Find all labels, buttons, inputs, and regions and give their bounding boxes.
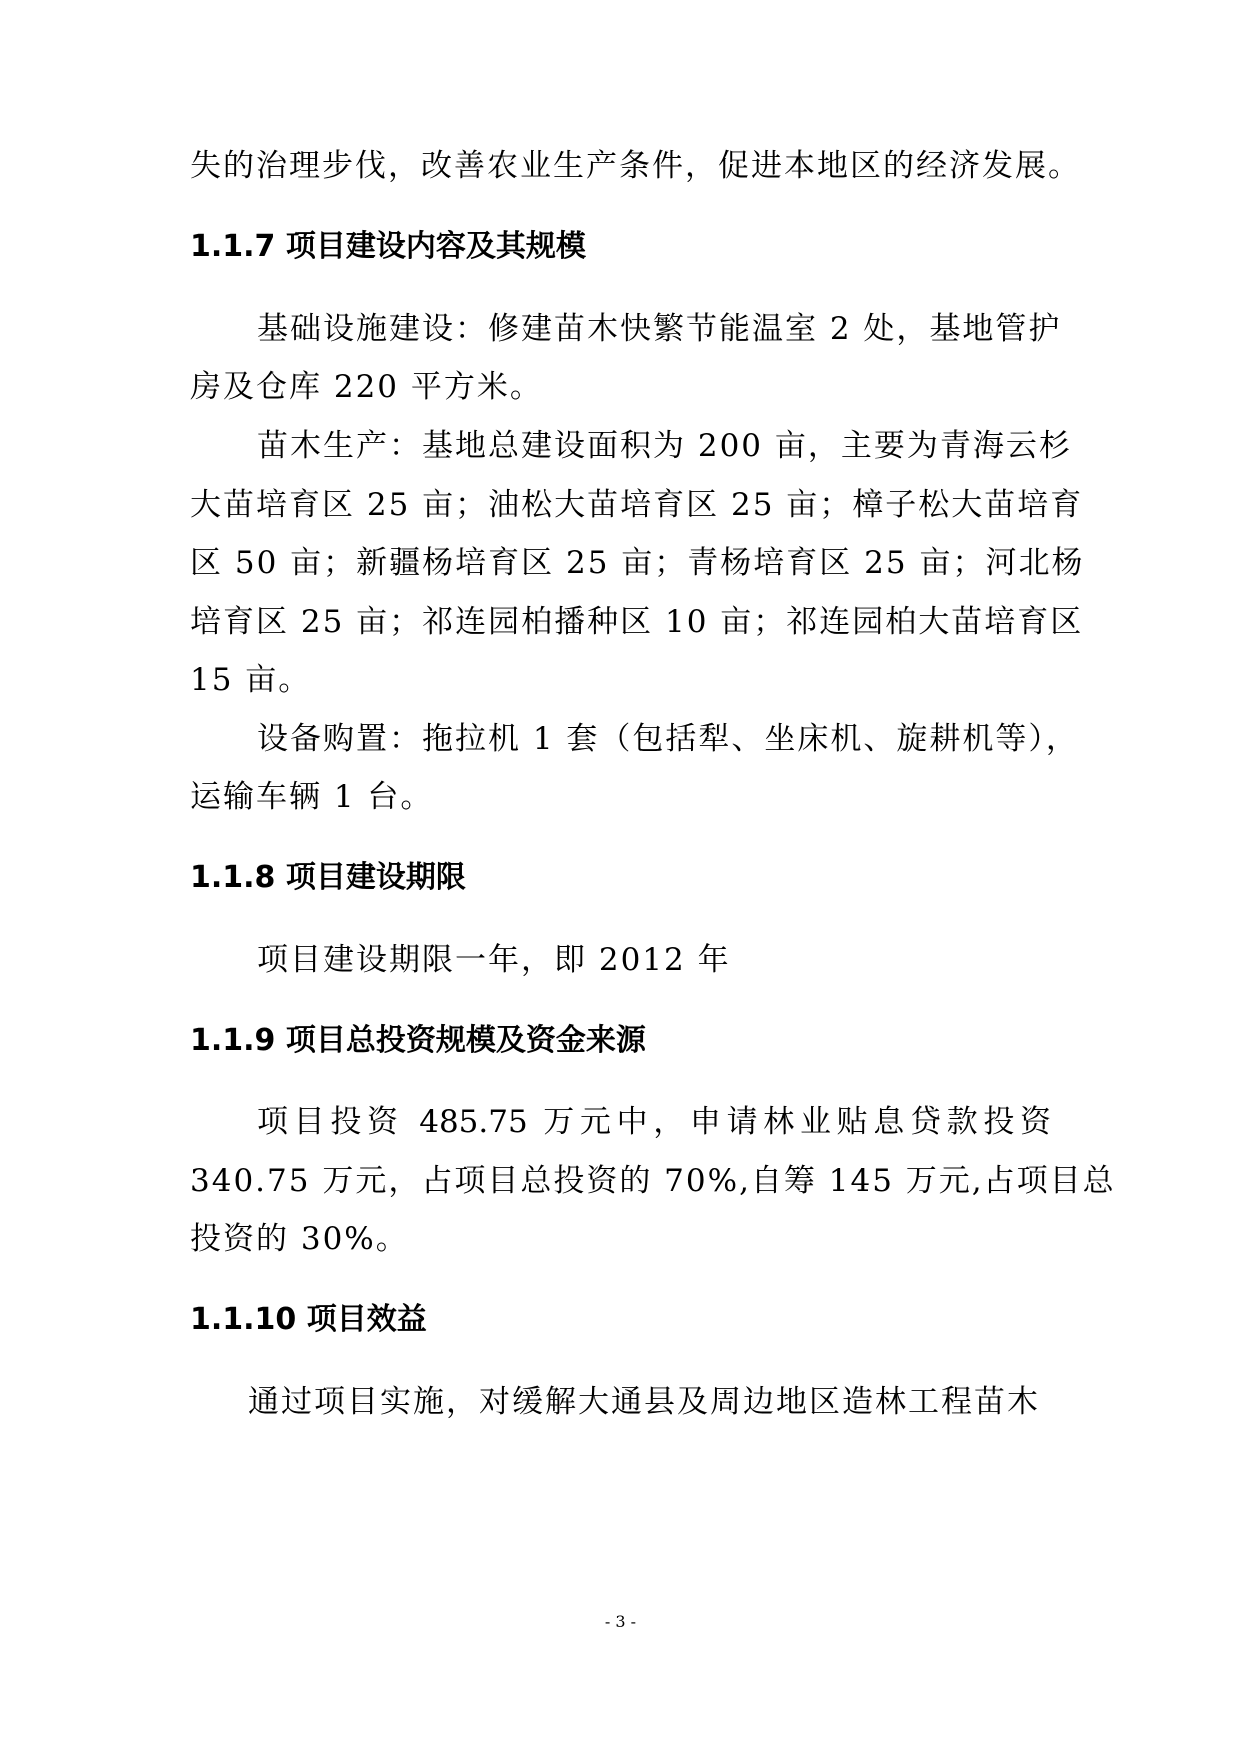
paragraph-line: 项目建设期限一年，即 2012 年 [257,942,731,978]
paragraph-line: 失的治理步伐，改善农业生产条件，促进本地区的经济发展。 [190,148,1081,184]
paragraph-line: 区 50 亩；新疆杨培育区 25 亩；青杨培育区 25 亩；河北杨 [190,545,1085,581]
paragraph-line: 项目投资 485.75 万元中，申请林业贴息贷款投资 [257,1104,1051,1140]
paragraph-line: 房及仓库 220 平方米。 [190,369,543,405]
paragraph-line: 15 亩。 [190,662,312,698]
paragraph-line: 投资的 30%。 [190,1221,409,1257]
paragraph-line: 通过项目实施，对缓解大通县及周边地区造林工程苗木 [248,1384,1040,1420]
paragraph-line: 设备购置：拖拉机 1 套（包括犁、坐床机、旋耕机等）， [257,721,1079,757]
paragraph-line: 培育区 25 亩；祁连园柏播种区 10 亩；祁连园柏大苗培育区 [190,604,1084,640]
paragraph-line: 苗木生产：基地总建设面积为 200 亩，主要为青海云杉 [257,428,1072,464]
paragraph-line: 运输车辆 1 台。 [190,779,434,815]
section-heading-1-1-10: 1.1.10 项目效益 [190,1302,427,1337]
page-number: - 3 - [604,1612,637,1631]
paragraph-line: 基础设施建设：修建苗木快繁节能温室 2 处，基地管护 [257,311,1062,347]
section-heading-1-1-7: 1.1.7 项目建设内容及其规模 [190,229,586,264]
paragraph-line: 340.75 万元，占项目总投资的 70%,自筹 145 万元,占项目总 [190,1163,1116,1199]
section-heading-1-1-9: 1.1.9 项目总投资规模及资金来源 [190,1023,646,1058]
paragraph-line: 大苗培育区 25 亩；油松大苗培育区 25 亩；樟子松大苗培育 [190,487,1084,523]
section-heading-1-1-8: 1.1.8 项目建设期限 [190,860,466,895]
